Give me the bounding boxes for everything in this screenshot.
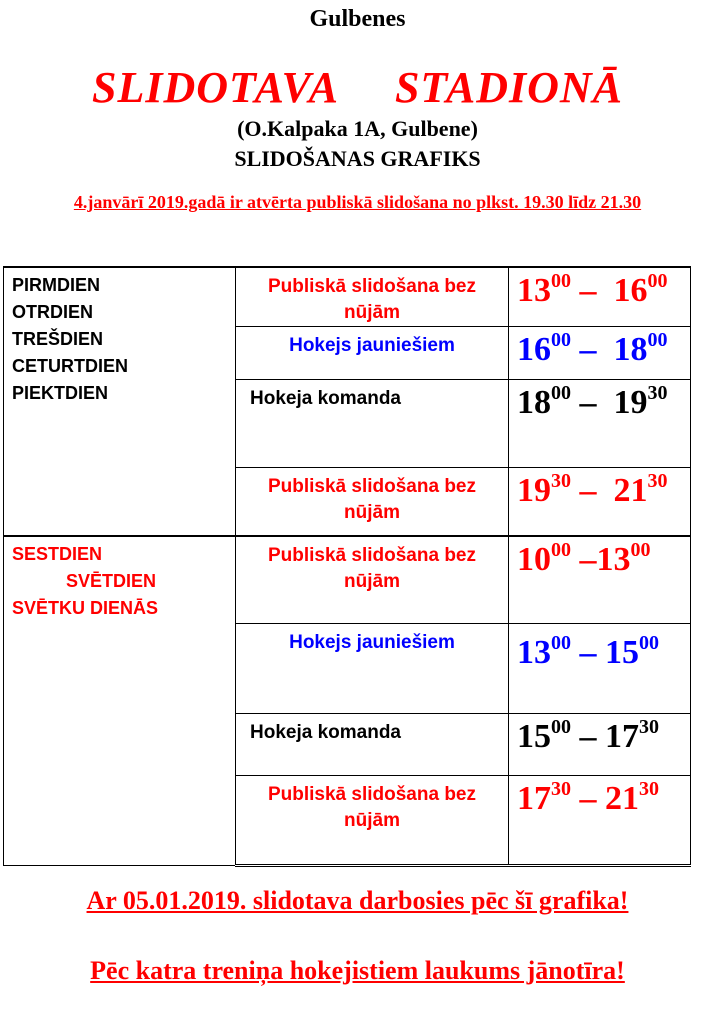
day-label: CETURTDIEN: [12, 356, 128, 376]
end-hour: 17: [605, 718, 639, 755]
end-hour: 18: [613, 331, 648, 368]
end-hour: 16: [613, 272, 648, 309]
city-name: Gulbenes: [309, 6, 406, 32]
start-minute: 00: [551, 538, 571, 561]
time-separator: –: [571, 384, 614, 421]
activity-label-cont: nūjām: [344, 502, 400, 523]
start-hour: 16: [517, 331, 551, 368]
activity-cell: [236, 267, 509, 327]
day-label: PIRMDIEN: [12, 275, 101, 295]
time-cell: [509, 468, 691, 536]
title-word-2: STADIONĀ: [394, 63, 624, 112]
footer-note-schedule: Ar 05.01.2019. slidotava darbosies pēc šī grafika!: [86, 886, 629, 915]
activity-cell: [236, 380, 509, 468]
activity-cell: [236, 536, 509, 624]
time-separator: –: [571, 718, 605, 755]
start-hour: 10: [517, 540, 551, 578]
start-minute: 00: [551, 632, 571, 654]
end-minute: 00: [639, 632, 659, 654]
activity-label: Publiskā slidošana bez: [267, 476, 477, 497]
notice-text: 4.janvārī 2019.gadā ir atvērta publiskā slidošana no plkst. 19.30 līdz 21.30: [73, 192, 642, 212]
start-hour: 17: [517, 780, 551, 817]
activity-cell: [236, 714, 509, 776]
day-label: SVĒTDIEN: [66, 570, 157, 591]
time-cell: [509, 776, 691, 866]
activity-cell: [236, 776, 509, 866]
start-hour: 18: [517, 384, 551, 421]
activity-label: Hokejs jauniešiem: [289, 632, 455, 653]
day-label: SVĒTKU DIENĀS: [12, 597, 159, 618]
table-row: [4, 536, 691, 624]
page-title: [0, 62, 715, 113]
address: (O.Kalpaka 1A, Gulbene): [237, 116, 478, 141]
day-label: OTRDIEN: [12, 302, 93, 322]
activity-label: Publiskā slidošana bez: [267, 544, 477, 566]
start-minute: 00: [551, 329, 571, 351]
day-label: PIEKTDIEN: [12, 383, 109, 403]
start-minute: 00: [551, 716, 571, 738]
time-separator: –: [571, 634, 605, 671]
time-cell: [509, 536, 691, 624]
activity-cell: [236, 624, 509, 714]
schedule-title: SLIDOŠANAS GRAFIKS: [234, 146, 481, 171]
end-hour: 15: [605, 634, 639, 671]
activity-label: Publiskā slidošana bez: [267, 784, 477, 805]
time-cell: [509, 267, 691, 327]
time-separator: –: [571, 472, 614, 509]
schedule-table: [3, 266, 691, 867]
start-hour: 13: [517, 634, 551, 671]
activity-cell: [236, 327, 509, 380]
activity-label-cont: nūjām: [344, 302, 400, 323]
end-minute: 00: [630, 538, 651, 561]
end-minute: 30: [639, 716, 659, 738]
end-minute: 00: [647, 329, 668, 351]
time-cell: [509, 327, 691, 380]
start-hour: 13: [517, 272, 551, 309]
end-minute: 30: [647, 382, 668, 404]
end-hour: 13: [596, 540, 631, 578]
activity-label: Hokejs jauniešiem: [289, 335, 455, 356]
time-separator: –: [571, 272, 614, 309]
activity-label-cont: nūjām: [344, 810, 400, 831]
start-minute: 00: [551, 270, 571, 292]
day-label: TREŠDIEN: [12, 329, 104, 349]
end-hour: 21: [605, 780, 639, 817]
time-separator: –: [571, 331, 614, 368]
end-minute: 30: [647, 470, 668, 492]
activity-label: Hokeja komanda: [250, 388, 401, 409]
time-separator: –: [571, 540, 597, 578]
end-hour: 21: [613, 472, 648, 509]
start-minute: 30: [551, 778, 571, 800]
day-label: SESTDIEN: [12, 543, 103, 564]
start-hour: 19: [517, 472, 551, 509]
start-minute: 00: [551, 382, 571, 404]
end-minute: 30: [639, 778, 659, 800]
end-hour: 19: [613, 384, 648, 421]
activity-label: Publiskā slidošana bez: [267, 276, 477, 297]
end-minute: 00: [647, 270, 668, 292]
time-cell: [509, 714, 691, 776]
activity-label: Hokeja komanda: [250, 722, 401, 743]
weekend-days-cell: [4, 536, 236, 866]
title-word-1: SLIDOTAVA: [91, 63, 339, 112]
activity-cell: [236, 468, 509, 536]
table-row: [4, 267, 691, 327]
weekday-days-cell: [4, 267, 236, 536]
start-hour: 15: [517, 718, 551, 755]
time-cell: [509, 624, 691, 714]
activity-label-cont: nūjām: [344, 570, 400, 592]
time-separator: –: [571, 780, 605, 817]
start-minute: 30: [551, 470, 571, 492]
time-cell: [509, 380, 691, 468]
footer-note-cleanup: Pēc katra treniņa hokejistiem laukums jānotīra!: [90, 956, 625, 985]
